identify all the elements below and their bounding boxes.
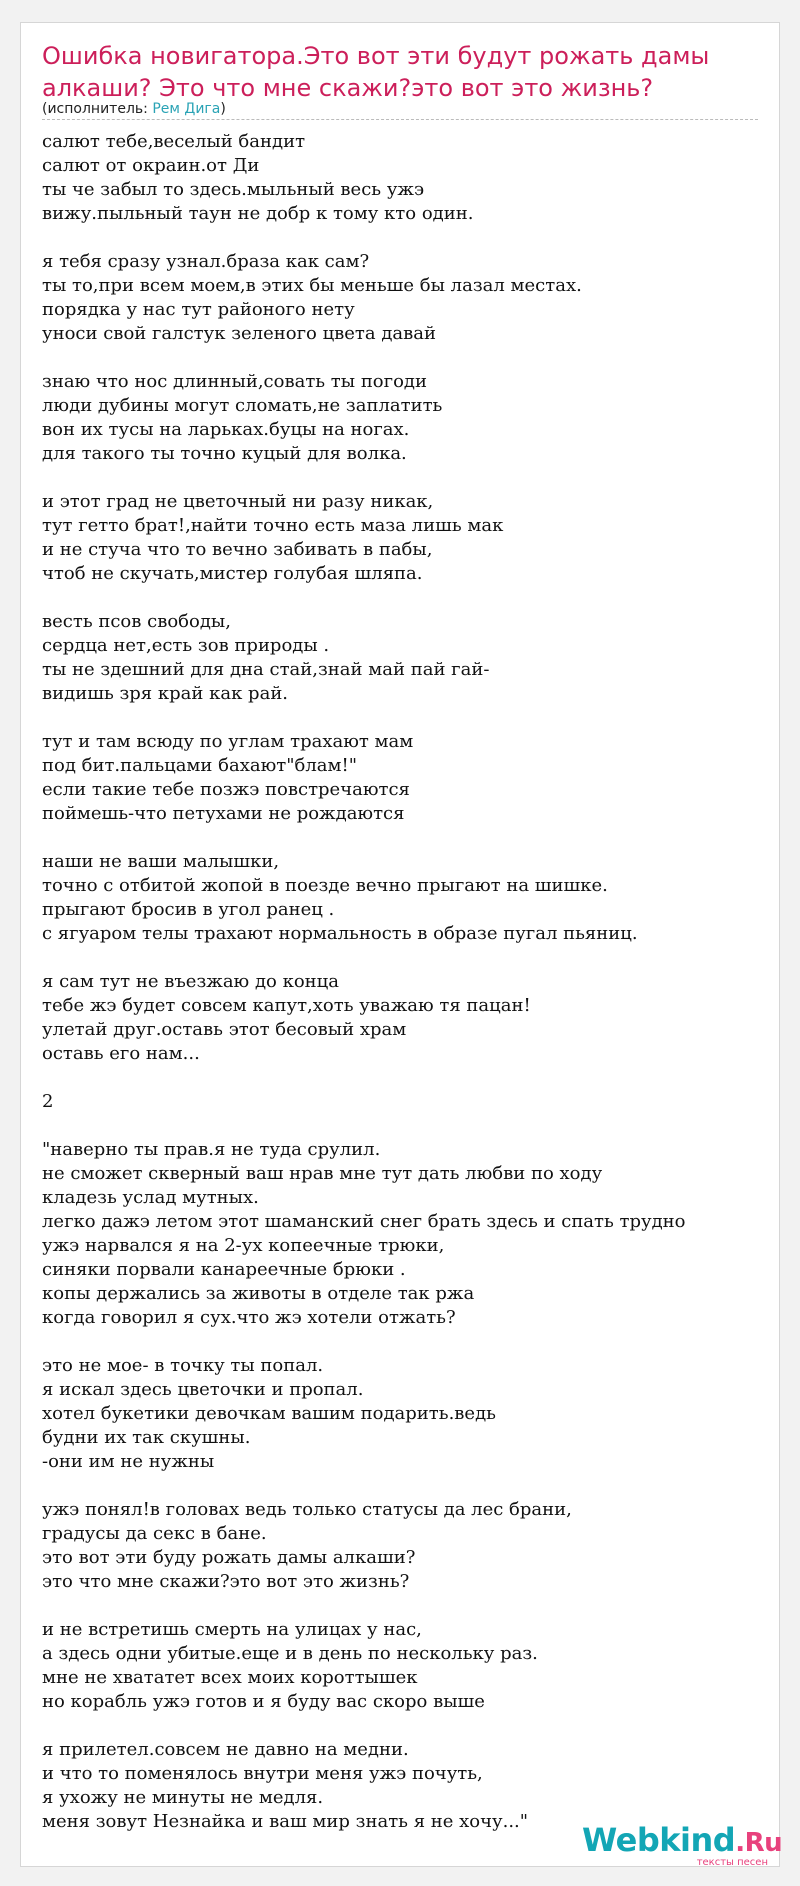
lyrics-body — [42, 130, 762, 1834]
lyric-line: и что то поменялось внутри меня ужэ почуть, — [42, 1763, 483, 1784]
lyric-line: под бит.пальцами бахают"блам!" — [42, 755, 358, 776]
lyric-line — [42, 1330, 762, 1354]
lyric-line: копы держались за животы в отделе так ржа — [42, 1283, 475, 1304]
artist-link[interactable]: Рем Дига — [152, 101, 221, 117]
lyric-line: вижу.пыльный таун не добр к тому кто один. — [42, 203, 474, 224]
artist-prefix: (исполнитель: — [42, 101, 153, 117]
lyric-line: я сам тут не въезжаю до конца — [42, 971, 339, 992]
title-divider — [42, 119, 758, 120]
lyric-line: это что мне скажи?это вот это жизнь? — [42, 1571, 410, 1592]
lyric-line: салют от окраин.от Ди — [42, 155, 260, 176]
page-title-line-1: Ошибка новигатора.Это вот эти будут рожать дамы — [42, 42, 710, 70]
lyric-line: сердца нет,есть зов природы . — [42, 635, 330, 656]
lyric-line: я ухожу не минуты не медля. — [42, 1787, 324, 1808]
lyric-line: градусы да секс в бане. — [42, 1523, 267, 1544]
lyric-line: уноси свой галстук зеленого цвета давай — [42, 323, 437, 344]
lyric-line: весть псов свободы, — [42, 611, 231, 632]
lyric-line: легко дажэ летом этот шаманский снег брать здесь и спать трудно — [42, 1211, 686, 1232]
lyric-line: тут гетто брат!,найти точно есть маза лишь мак — [42, 515, 504, 536]
lyric-line: и не встретишь смерть на улицах у нас, — [42, 1619, 422, 1640]
lyric-line: ты то,при всем моем,в этих бы меньше бы лазал местах. — [42, 275, 582, 296]
lyric-line: хотел букетики девочкам вашим подарить.ведь — [42, 1403, 496, 1424]
lyric-line — [42, 346, 762, 370]
lyric-line: будни их так скушны. — [42, 1427, 251, 1448]
lyric-line: не сможет скверный ваш нрав мне тут дать любви по ходу — [42, 1163, 603, 1184]
lyric-line: знаю что нос длинный,совать ты погоди — [42, 371, 427, 392]
logo-tagline: тексты песен — [696, 1857, 768, 1868]
lyric-line — [42, 706, 762, 730]
lyric-line: и не стуча что то вечно забивать в пабы, — [42, 539, 433, 560]
lyric-line — [42, 586, 762, 610]
logo-brand-name: Webkind — [582, 1821, 736, 1859]
lyric-line — [42, 466, 762, 490]
lyric-line: мне не хвататет всех моих короттышек — [42, 1667, 418, 1688]
lyric-line: ты че забыл то здесь.мыльный весь ужэ — [42, 179, 425, 200]
lyric-line: "наверно ты прав.я не туда срулил. — [42, 1139, 381, 1160]
lyric-line: ужэ понял!в головах ведь только статусы да лес брани, — [42, 1499, 572, 1520]
lyric-line — [42, 1066, 762, 1090]
lyric-line: точно с отбитой жопой в поезде вечно прыгают на шишке. — [42, 875, 608, 896]
lyric-line: но корабль ужэ готов и я буду вас скоро выше — [42, 1691, 485, 1712]
logo-tld: .Ru — [735, 1828, 783, 1858]
lyric-line: кладезь услад мутных. — [42, 1187, 259, 1208]
lyric-line — [42, 946, 762, 970]
lyric-line: 2 — [42, 1091, 54, 1112]
lyric-line: прыгают бросив в угол ранец . — [42, 899, 335, 920]
lyric-line: вон их тусы на ларьках.буцы на ногах. — [42, 419, 410, 440]
lyric-line: я искал здесь цветочки и пропал. — [42, 1379, 364, 1400]
lyric-line: я прилетел.совсем не давно на медни. — [42, 1739, 409, 1760]
lyric-line — [42, 226, 762, 250]
artist-suffix: ) — [220, 101, 226, 117]
lyric-line: улетай друг.оставь этот бесовый храм — [42, 1019, 407, 1040]
page-title — [42, 40, 762, 104]
lyric-line: синяки порвали канареечные брюки . — [42, 1259, 406, 1280]
lyric-line: тебе жэ будет совсем капут,хоть уважаю тя пацан! — [42, 995, 531, 1016]
lyric-line: с ягуаром телы трахают нормальность в образе пугал пьяниц. — [42, 923, 638, 944]
lyric-line: люди дубины могут сломать,не заплатить — [42, 395, 443, 416]
lyric-line: видишь зря край как рай. — [42, 683, 289, 704]
lyric-line: когда говорил я сух.что жэ хотели отжать? — [42, 1307, 456, 1328]
lyric-line: ты не здешний для дна стай,знай май пай гай- — [42, 659, 490, 680]
artist-credit — [42, 100, 226, 118]
page-title-line-2: алкаши? Это что мне скажи?это вот это жизнь? — [42, 74, 654, 102]
lyric-line: это вот эти буду рожать дамы алкаши? — [42, 1547, 416, 1568]
lyric-line: оставь его нам... — [42, 1043, 200, 1064]
lyric-line — [42, 1474, 762, 1498]
lyric-line: тут и там всюду по углам трахают мам — [42, 731, 414, 752]
lyric-line — [42, 1114, 762, 1138]
lyric-line: поймешь-что петухами не рождаются — [42, 803, 405, 824]
lyric-line: чтоб не скучать,мистер голубая шляпа. — [42, 563, 423, 584]
lyric-line: если такие тебе позжэ повстречаются — [42, 779, 410, 800]
lyric-line — [42, 1594, 762, 1618]
lyric-line: порядка у нас тут районого нету — [42, 299, 355, 320]
lyric-line: и этот град не цветочный ни разу никак, — [42, 491, 434, 512]
lyric-line: наши не ваши малышки, — [42, 851, 280, 872]
lyric-line: для такого ты точно куцый для волка. — [42, 443, 407, 464]
lyric-line: салют тебе,веселый бандит — [42, 131, 306, 152]
lyric-line — [42, 1714, 762, 1738]
lyric-line — [42, 826, 762, 850]
lyric-line: ужэ нарвался я на 2-ух копеечные трюки, — [42, 1235, 445, 1256]
lyric-line: а здесь одни убитые.еще и в день по нескольку раз. — [42, 1643, 538, 1664]
lyric-line: это не мое- в точку ты попал. — [42, 1355, 324, 1376]
lyric-line: я тебя сразу узнал.браза как сам? — [42, 251, 370, 272]
logo-brand — [582, 1821, 783, 1861]
lyric-line: -они им не нужны — [42, 1451, 215, 1472]
site-logo[interactable] — [582, 1821, 783, 1872]
lyric-line: меня зовут Незнайка и ваш мир знать я не хочу..." — [42, 1811, 529, 1832]
